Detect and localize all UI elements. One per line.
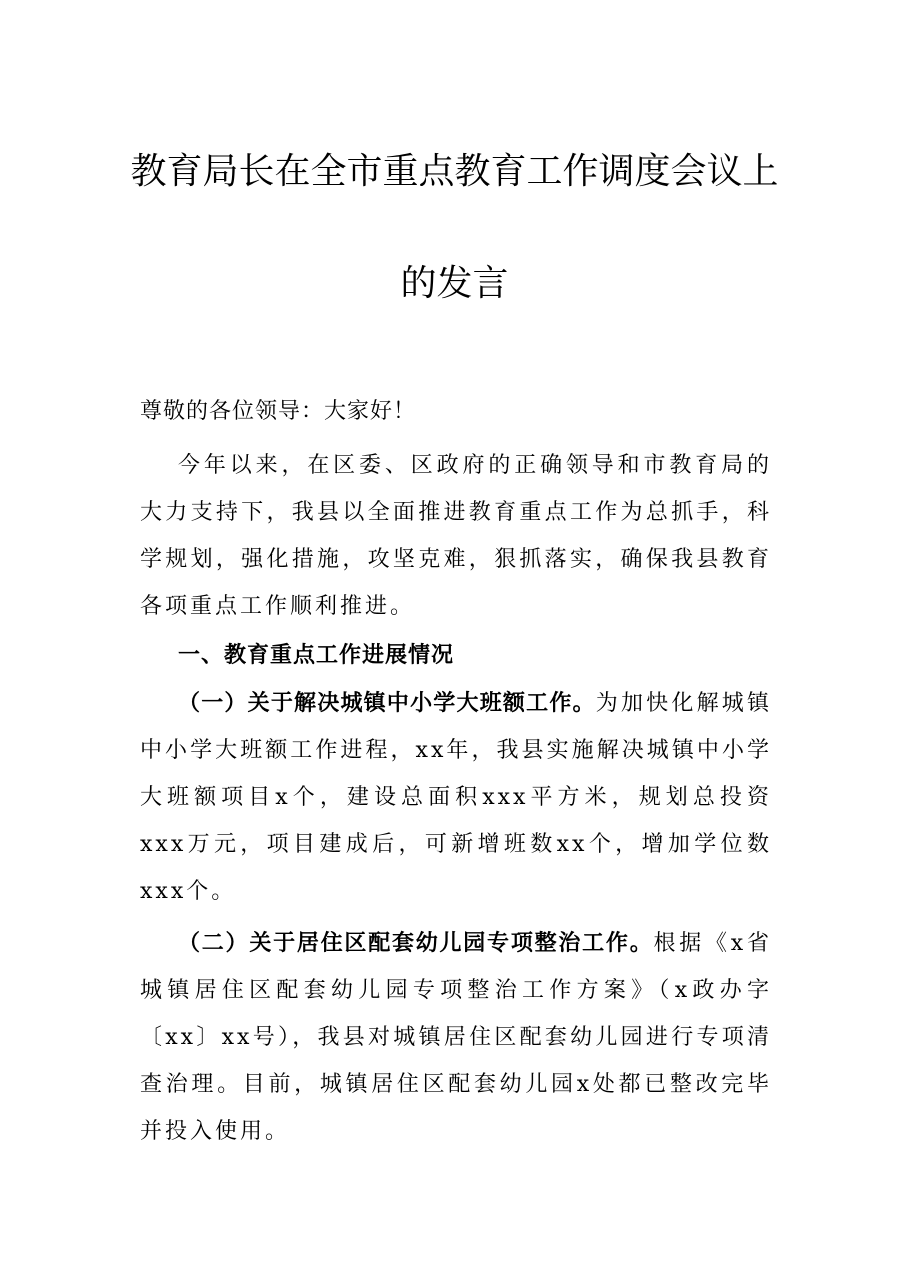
item-1-body: 为加快化解城镇中小学大班额工作进程，xx年，我县实施解决城镇中小学大班额项目x个，建设总面积xxx平方米，规划总投资xxx万元，项目建成后，可新增班数xx个，增加学位数xxx个。: [140, 691, 772, 904]
item-1-lead: （一）关于解决城镇中小学大班额工作。: [178, 691, 596, 716]
section-heading: 一、教育重点工作进展情况: [178, 642, 455, 668]
item-2-paragraph: [140, 920, 772, 1155]
document-title-line-2: 的发言: [400, 263, 509, 304]
salutation: 尊敬的各位领导：大家好！: [140, 399, 417, 424]
document-title-line-1: 教育局长在全市重点教育工作调度会议上: [130, 151, 779, 192]
item-2-body: 根据《x省城镇居住区配套幼儿园专项整治工作方案》（x政办字〔xx〕xx号），我县对城镇居住区配套幼儿园进行专项清查治理。目前，城镇居住区配套幼儿园x处都已整改完毕并投入使用。: [140, 931, 772, 1144]
intro-paragraph: 今年以来，在区委、区政府的正确领导和市教育局的大力支持下，我县以全面推进教育重点工作为总抓手，科学规划，强化措施，攻坚克难，狠抓落实，确保我县教育各项重点工作顺利推进。: [140, 453, 772, 619]
item-2-lead: （二）关于居住区配套幼儿园专项整治工作。: [178, 931, 654, 956]
item-1-paragraph: [140, 680, 772, 915]
